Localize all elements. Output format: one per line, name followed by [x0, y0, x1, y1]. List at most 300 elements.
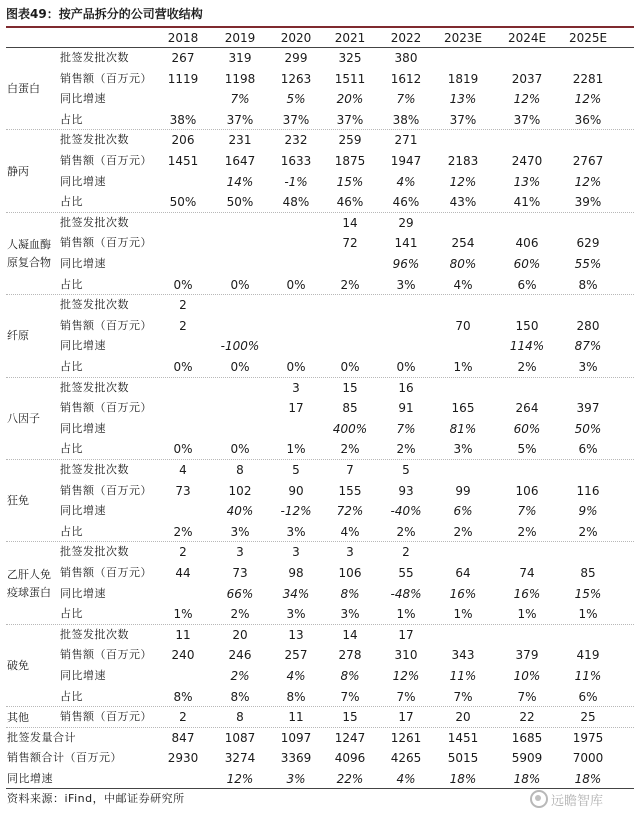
metric-label: 销售额（百万元） [60, 710, 152, 724]
table-cell: 12% [574, 92, 602, 107]
metric-label: 批签发批次数 [60, 215, 129, 229]
table-cell: 1975 [572, 730, 604, 745]
table-cell: 4% [396, 174, 416, 189]
table-row [0, 604, 640, 625]
table-cell: 17 [398, 627, 414, 642]
table-cell: 85 [342, 401, 358, 416]
table-row [0, 48, 640, 69]
table-cell: 13% [449, 92, 477, 107]
table-row [0, 233, 640, 254]
table-cell: 70 [455, 318, 471, 333]
product-group-label: 纤原 [7, 329, 29, 343]
year-header: 2024E [507, 31, 547, 45]
table-row [0, 748, 640, 769]
table-cell: 259 [338, 133, 362, 148]
metric-label: 销售额（百万元） [60, 401, 152, 415]
table-cell: -40% [390, 504, 422, 519]
table-cell: 5% [286, 92, 306, 107]
table-cell: 206 [171, 133, 195, 148]
product-group-label: 人凝血酶 原复合物 [7, 238, 51, 269]
table-cell: 7% [340, 689, 360, 704]
year-header: 2021 [334, 31, 366, 45]
table-cell: 7% [517, 689, 537, 704]
table-cell: 11 [175, 627, 191, 642]
table-cell: 7% [396, 689, 416, 704]
table-cell: 2% [396, 524, 416, 539]
table-row [0, 130, 640, 151]
table-cell: 46% [392, 195, 420, 210]
table-row [0, 563, 640, 584]
table-cell: 60% [513, 421, 541, 436]
table-cell: 3 [292, 380, 300, 395]
table-cell: 12% [449, 174, 477, 189]
table-cell: 3274 [224, 751, 256, 766]
year-header: 2018 [167, 31, 199, 45]
table-cell: 15% [574, 586, 602, 601]
table-cell: 90 [288, 483, 304, 498]
table-cell: 1263 [280, 71, 312, 86]
table-cell: 271 [394, 133, 418, 148]
table-cell: 4% [340, 524, 360, 539]
table-cell: 11% [574, 669, 602, 683]
metric-label: 同比增速 [7, 772, 53, 785]
table-cell: 7% [230, 92, 250, 107]
table-row [0, 295, 640, 316]
metric-label: 销售额（百万元） [60, 154, 152, 167]
table-cell: 3 [346, 545, 354, 560]
table-cell: 6% [517, 277, 537, 292]
table-cell: 48% [282, 195, 310, 210]
table-cell: 8% [578, 277, 598, 292]
table-cell: 1633 [280, 154, 312, 168]
table-cell: 7 [346, 463, 354, 477]
table-cell: 18% [449, 772, 477, 786]
year-header: 2025E [568, 31, 608, 45]
table-cell: 2 [179, 545, 187, 560]
table-row [0, 357, 640, 378]
table-row [0, 172, 640, 193]
table-cell: 37% [226, 112, 254, 127]
table-cell: 141 [394, 236, 418, 251]
table-row [0, 336, 640, 357]
table-cell: 39% [574, 195, 602, 210]
table-row [0, 89, 640, 110]
table-cell: 1% [453, 360, 473, 374]
metric-label: 占比 [60, 360, 83, 373]
table-cell: 254 [451, 236, 475, 251]
table-cell: 12% [392, 669, 420, 683]
table-cell: 0% [173, 442, 193, 457]
table-cell: 18% [574, 772, 602, 786]
table-cell: 310 [394, 648, 418, 663]
table-cell: 280 [576, 318, 600, 333]
table-cell: 1947 [390, 154, 422, 168]
table-cell: 400% [332, 421, 368, 436]
table-cell: 16 [398, 380, 414, 395]
table-row [0, 707, 640, 728]
table-cell: 4265 [390, 751, 422, 766]
table-cell: 1451 [447, 730, 479, 745]
table-cell: 93 [398, 483, 414, 498]
metric-label: 占比 [60, 112, 83, 126]
table-cell: 4096 [334, 751, 366, 766]
table-cell: 98 [288, 566, 304, 580]
product-group-label: 白蛋白 [7, 82, 40, 96]
table-cell: 2% [230, 607, 250, 622]
table-cell: 85 [580, 566, 596, 580]
metric-label: 批签发批次数 [60, 51, 129, 64]
table-cell: 13% [513, 174, 541, 189]
table-row [0, 728, 640, 749]
table-cell: 4% [286, 669, 306, 683]
table-cell: 11 [288, 710, 304, 725]
table-cell: 1511 [334, 71, 366, 86]
table-row [0, 378, 640, 399]
table-cell: 99 [455, 483, 471, 498]
table-row [0, 316, 640, 337]
table-cell: 267 [171, 51, 195, 65]
year-header: 2019 [224, 31, 256, 45]
table-cell: 380 [394, 51, 418, 65]
table-cell: 5015 [447, 751, 479, 766]
table-cell: 1% [517, 607, 537, 622]
table-cell: 1119 [167, 71, 199, 86]
table-cell: 2% [517, 524, 537, 539]
table-cell: 50% [169, 195, 197, 210]
table-cell: 72 [342, 236, 358, 251]
table-cell: 3% [286, 524, 306, 539]
table-cell: 8% [286, 689, 306, 704]
table-cell: 5 [292, 463, 300, 477]
table-cell: 0% [230, 277, 250, 292]
table-cell: 44 [175, 566, 191, 580]
table-cell: 0% [230, 360, 250, 374]
metric-label: 销售额（百万元） [60, 318, 152, 332]
table-cell: 2 [179, 318, 187, 333]
table-cell: 12% [513, 92, 541, 107]
table-cell: 15 [342, 380, 358, 395]
table-row [0, 69, 640, 90]
table-cell: 155 [338, 483, 362, 498]
watermark-text: 远瞻智库 [551, 794, 604, 809]
table-cell: 2037 [511, 71, 543, 86]
table-cell: -12% [280, 504, 312, 519]
table-cell: 4% [396, 772, 416, 786]
table-row [0, 666, 640, 687]
table-cell: 150 [515, 318, 539, 333]
table-cell: 8% [340, 669, 360, 683]
table-cell: 13 [288, 627, 304, 642]
table-cell: 2% [396, 442, 416, 457]
product-group-label: 静丙 [7, 164, 29, 178]
table-cell: 7% [453, 689, 473, 704]
table-cell: 2 [179, 298, 187, 313]
table-row [0, 542, 640, 563]
table-cell: 847 [171, 730, 195, 745]
metric-label: 批签发批次数 [60, 380, 129, 394]
table-cell: 246 [228, 648, 252, 663]
metric-label: 占比 [60, 524, 83, 538]
table-cell: 0% [396, 360, 416, 374]
table-cell: 3% [396, 277, 416, 292]
table-cell: 2183 [447, 154, 479, 168]
table-cell: 2% [578, 524, 598, 539]
table-cell: 66% [226, 586, 254, 601]
table-cell: 87% [574, 339, 602, 354]
table-cell: 419 [576, 648, 600, 663]
table-cell: 16% [513, 586, 541, 601]
product-group-label: 狂免 [7, 494, 29, 508]
table-cell: 3% [286, 607, 306, 622]
table-cell: 1% [453, 607, 473, 622]
table-row [0, 625, 640, 646]
metric-label: 同比增速 [60, 257, 106, 270]
table-cell: 22% [336, 772, 364, 786]
watermark-logo-icon [530, 790, 548, 808]
table-cell: 0% [230, 442, 250, 457]
table-row [0, 110, 640, 131]
year-header: 2023E [443, 31, 483, 45]
table-cell: 5909 [511, 751, 543, 766]
metric-label: 同比增速 [60, 339, 106, 353]
table-cell: 0% [286, 277, 306, 292]
table-cell: 3 [292, 545, 300, 560]
metric-label: 同比增速 [60, 504, 106, 518]
table-cell: 231 [228, 133, 252, 148]
metric-label: 销售额（百万元） [60, 71, 152, 85]
table-cell: 18% [513, 772, 541, 786]
metric-label: 批签发批次数 [60, 545, 129, 559]
metric-label: 批签发批次数 [60, 133, 129, 147]
metric-label: 占比 [60, 689, 83, 703]
table-cell: 240 [171, 648, 195, 663]
table-row [0, 439, 640, 460]
metric-label: 占比 [60, 607, 83, 621]
table-row [0, 254, 640, 275]
table-cell: 81% [449, 421, 477, 436]
table-cell: 1% [578, 607, 598, 622]
table-cell: 5 [402, 463, 410, 477]
table-cell: 6% [578, 689, 598, 704]
table-cell: 379 [515, 648, 539, 663]
table-cell: 2% [517, 360, 537, 374]
table-cell: 8 [236, 463, 244, 477]
metric-label: 同比增速 [60, 669, 106, 682]
table-cell: 3 [236, 545, 244, 560]
table-cell: 2470 [511, 154, 543, 168]
table-cell: 4 [179, 463, 187, 477]
table-cell: 319 [228, 51, 252, 65]
table-row [0, 584, 640, 605]
product-group-label: 其他 [7, 710, 29, 724]
metric-label: 同比增速 [60, 586, 106, 600]
table-cell: 73 [232, 566, 248, 580]
metric-label: 销售额（百万元） [60, 236, 152, 250]
table-row [0, 481, 640, 502]
table-cell: 3% [453, 442, 473, 457]
table-cell: 29 [398, 215, 414, 230]
table-cell: 37% [336, 112, 364, 127]
table-title: 图表49：按产品拆分的公司营收结构 [6, 7, 203, 21]
table-cell: 73 [175, 483, 191, 498]
table-cell: 264 [515, 401, 539, 416]
table-row [0, 769, 640, 790]
table-cell: 72% [336, 504, 364, 519]
product-group-label: 八因子 [7, 411, 40, 425]
metric-label: 销售额（百万元） [60, 566, 152, 579]
table-cell: 106 [515, 483, 539, 498]
table-cell: 1685 [511, 730, 543, 745]
table-cell: 7% [396, 421, 416, 436]
metric-label: 批签发批次数 [60, 463, 129, 476]
table-cell: 36% [574, 112, 602, 127]
table-cell: 8% [230, 689, 250, 704]
table-cell: 3% [340, 607, 360, 622]
table-row [0, 460, 640, 481]
table-cell: 0% [340, 360, 360, 374]
table-cell: 16% [449, 586, 477, 601]
table-cell: 38% [392, 112, 420, 127]
table-cell: 12% [574, 174, 602, 189]
table-cell: 38% [169, 112, 197, 127]
table-cell: 106 [338, 566, 362, 580]
table-cell: 3% [286, 772, 306, 786]
table-row [0, 398, 640, 419]
table-cell: 50% [226, 195, 254, 210]
table-cell: 64 [455, 566, 471, 580]
table-cell: 50% [574, 421, 602, 436]
product-group-label: 破免 [7, 659, 29, 672]
table-cell: 3% [230, 524, 250, 539]
table-cell: 8% [173, 689, 193, 704]
metric-label: 同比增速 [60, 92, 106, 106]
table-row [0, 501, 640, 522]
table-row [0, 275, 640, 296]
watermark [530, 790, 636, 812]
table-cell: 22 [519, 710, 535, 725]
metric-label: 同比增速 [60, 174, 106, 188]
table-cell: 14% [226, 174, 254, 189]
table-cell: 7000 [572, 751, 604, 766]
metric-label: 销售额（百万元） [60, 648, 152, 662]
table-cell: 8 [236, 710, 244, 725]
table-row [0, 687, 640, 708]
table-cell: 20 [455, 710, 471, 725]
table-cell: 34% [282, 586, 310, 601]
table-cell: 74 [519, 566, 535, 580]
table-cell: 11% [449, 669, 477, 683]
table-cell: 1% [173, 607, 193, 622]
table-cell: 10% [513, 669, 541, 683]
table-cell: 55 [398, 566, 414, 580]
table-cell: 2281 [572, 71, 604, 86]
table-cell: 6% [453, 504, 473, 519]
metric-label: 同比增速 [60, 421, 106, 435]
table-cell: 299 [284, 51, 308, 65]
table-cell: -100% [220, 339, 260, 354]
metric-label: 销售额（百万元） [60, 483, 152, 497]
table-row [0, 213, 640, 234]
table-cell: 9% [578, 504, 598, 519]
table-cell: 55% [574, 257, 602, 271]
table-cell: 1097 [280, 730, 312, 745]
table-row [0, 522, 640, 543]
table-cell: 114% [509, 339, 545, 354]
table-cell: 2% [173, 524, 193, 539]
table-cell: 15 [342, 710, 358, 725]
table-cell: -48% [390, 586, 422, 601]
table-cell: 15% [336, 174, 364, 189]
metric-label: 销售额合计（百万元） [7, 751, 122, 765]
table-cell: 12% [226, 772, 254, 786]
metric-label: 占比 [60, 442, 83, 456]
table-cell: 278 [338, 648, 362, 663]
table-cell: 2% [340, 442, 360, 457]
table-cell: 17 [288, 401, 304, 416]
table-cell: 232 [284, 133, 308, 148]
table-cell: 7% [517, 504, 537, 519]
table-cell: 0% [286, 360, 306, 374]
table-cell: 37% [513, 112, 541, 127]
table-cell: 3% [578, 360, 598, 374]
table-cell: 41% [513, 195, 541, 210]
year-header: 2020 [280, 31, 312, 45]
table-cell: 91 [398, 401, 414, 416]
table-cell: 96% [392, 257, 420, 271]
table-cell: 4% [453, 277, 473, 292]
table-cell: 14 [342, 215, 358, 230]
table-cell: 343 [451, 648, 475, 663]
table-cell: 40% [226, 504, 254, 519]
table-cell: 102 [228, 483, 252, 498]
table-cell: 0% [173, 360, 193, 374]
table-cell: 1647 [224, 154, 256, 168]
table-cell: 5% [517, 442, 537, 457]
table-cell: 1875 [334, 154, 366, 168]
metric-label: 占比 [60, 277, 83, 291]
table-cell: 1612 [390, 71, 422, 86]
table-cell: 257 [284, 648, 308, 663]
metric-label: 批签发批次数 [60, 298, 129, 312]
table-cell: 20 [232, 627, 248, 642]
table-cell: 2% [230, 669, 250, 683]
table-cell: 46% [336, 195, 364, 210]
table-cell: 2 [402, 545, 410, 560]
table-cell: 2% [453, 524, 473, 539]
table-row [0, 192, 640, 213]
metric-label: 批签发批次数 [60, 627, 129, 641]
table-cell: 14 [342, 627, 358, 642]
table-cell: 116 [576, 483, 600, 498]
table-cell: 60% [513, 257, 541, 271]
table-cell: 1261 [390, 730, 422, 745]
metric-label: 批签发量合计 [7, 730, 76, 744]
table-cell: 2767 [572, 154, 604, 168]
table-cell: 0% [173, 277, 193, 292]
table-row [0, 645, 640, 666]
table-cell: 80% [449, 257, 477, 271]
table-cell: 37% [449, 112, 477, 127]
table-cell: 1247 [334, 730, 366, 745]
table-cell: 8% [340, 586, 360, 601]
table-cell: 3369 [280, 751, 312, 766]
table-cell: 2 [179, 710, 187, 725]
table-row [0, 419, 640, 440]
source-note: 资料来源：iFind，中邮证券研究所 [7, 792, 185, 805]
table-cell: 37% [282, 112, 310, 127]
table-cell: 7% [396, 92, 416, 107]
metric-label: 占比 [60, 195, 83, 209]
